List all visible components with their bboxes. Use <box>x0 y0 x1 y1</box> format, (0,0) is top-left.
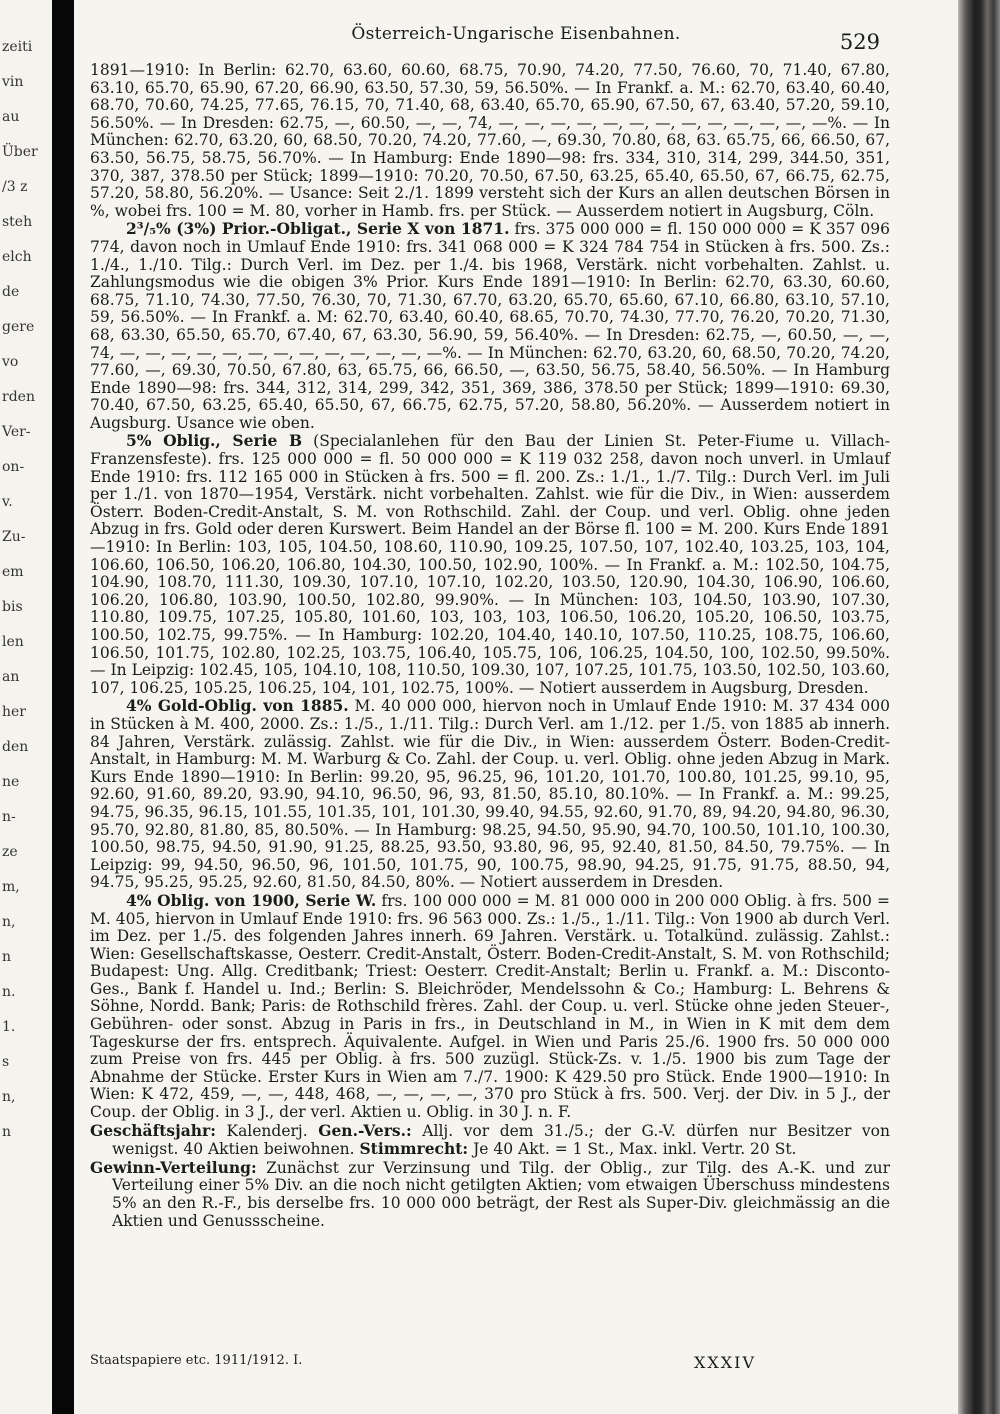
page-number: 529 <box>839 30 880 54</box>
geschaeftsjahr-value: Kalenderj. <box>226 1121 308 1140</box>
margin-fragment: len <box>2 634 24 650</box>
geschaeftsjahr-label: Geschäftsjahr: <box>90 1120 216 1140</box>
section-gold-oblig-1885 <box>90 697 890 892</box>
section-body: M. 40 000 000, hiervon noch in Umlauf Ende 1910: M. 37 434 000 in Stücken à M. 400, 2000. Zs.: 1./5., 1./11. Tilg.: Durch Verl. am 1./12. per 1./5. von 1885 ab innerh. 84 Jahren, Verstärk. zulässig. Zahlst. wie für die Div., in Wien: ausserdem Österr. Boden-Credit-Anstalt, in Hamburg: M. M. Warburg & Co. Zahl. der Coup. u. verl. Oblig. ohne jeden Abzug in Mark. Kurs Ende 1890—1910: In Berlin: 99.20, 95, 96.25, 96, 101.20, 101.70, 100.80, 101.25, 99.10, 95, 92.60, 91.60, 89.20, 93.90, 94.10, 96.50, 96, 93, 81.50, 85.10, 80.10%. — In Frankf. a. M.: 99.25, 94.75, 96.35, 96.15, 101.55, 101.35, 101, 101.30, 99.40, 94.55, 92.60, 91.70, 89, 94.20, 94.80, 96.30, 95.70, 92.80, 81.80, 85, 80.50%. — In Hamburg: 98.25, 94.50, 95.90, 94.70, 100.50, 101.10, 100.30, 100.50, 98.75, 94.50, 91.90, 91.25, 88.25, 93.50, 93.80, 96, 95, 92.40, 81.50, 84.50, 79.75%. — In Leipzig: 99, 94.50, 96.50, 96, 101.50, 101.75, 90, 100.75, 98.90, 94.25, 91.75, 91.75, 88.50, 94, 94.75, 95.25, 95.25, 92.60, 81.50, 84.50, 80%. — Notiert ausserdem in Dresden. <box>90 697 891 892</box>
section-heading: 5% Oblig., Serie B <box>126 431 303 451</box>
gen-vers-value: Allj. vor dem 31./5.; der G.-V. dürfen nur Besitzer von wenigst. 40 Aktien beiwohnen. <box>112 1121 891 1159</box>
footer-publication: Staatspapiere etc. 1911/1912. I. <box>90 1353 303 1368</box>
section-oblig-serie-b <box>90 432 890 697</box>
section-heading: 2³/₅% (3%) Prior.-Obligat., Serie X von 1871. <box>126 219 510 239</box>
adjacent-page-margin <box>0 0 52 1414</box>
section-body: frs. 100 000 000 = M. 81 000 000 in 200 000 Oblig. à frs. 500 = M. 405, hiervon in Umlauf Ende 1910: frs. 96 563 000. Zs.: 1./5., 1./11. Tilg.: Von 1900 ab durch Verl. im Dez. per 1./5. des folgenden Jahres innerh. 69 Jahren. Verstärk. u. Totalkünd. zulässig. Zahlst.: Wien: Gesellschaftskasse, Oesterr. Credit-Anstalt, Österr. Boden-Credit-Anstalt, S. M. von Rothschild; Budapest: Ung. Allg. Creditbank; Triest: Oesterr. Credit-Anstalt; Berlin u. Frankf. a. M.: Disconto-Ges., Bank f. Handel u. Ind.; Berlin: S. Bleichröder, Mendelssohn & Co.; Hamburg: L. Behrens & Söhne, Nordd. Bank; Paris: de Rothschild frères. Zahl. der Coup. u. verl. Stücke ohne jeden Steuer-, Gebühren- oder sonst. Abzug in Paris in frs., in Deutschland in M., in Wien in K mit dem dem Tageskurse der frs. entsprech. Äquivalente. Aufgel. in Wien und Paris 25./6. 1900 frs. 50 000 000 zum Preise von frs. 445 per Oblig. à frs. 500 zuzügl. Stück-Zs. v. 1./5. 1900 bis zum Tage der Abnahme der Stücke. Erster Kurs in Wien am 7./7. 1900: K 429.50 pro Stück. Ende 1900—1910: In Wien: K 472, 459, —, —, 448, 468, —, —, —, —, 370 pro Stück à frs. 500. Verj. der Div. in 5 J., der Coup. der Oblig. in 3 J., der verl. Aktien u. Oblig. in 30 J. n. F. <box>90 891 890 1122</box>
margin-fragment: v. <box>2 494 13 510</box>
document-page <box>74 0 958 1414</box>
page-body <box>90 62 890 1230</box>
margin-fragment: /3 z <box>2 179 28 195</box>
section-oblig-1900-serie-w <box>90 892 890 1122</box>
margin-fragment: bis <box>2 599 23 615</box>
margin-fragment: n, <box>2 1089 16 1105</box>
margin-fragment: n. <box>2 984 16 1000</box>
book-gutter <box>52 0 74 1414</box>
section-prior-oblig-serie-x <box>90 220 890 432</box>
stimmrecht-value: Je 40 Akt. = 1 St., Max. inkl. Vertr. 20 St. <box>473 1140 797 1159</box>
margin-fragment: m, <box>2 879 20 895</box>
book-edge-shadow <box>958 0 1000 1414</box>
margin-fragment: an <box>2 669 20 685</box>
margin-fragment: gere <box>2 319 35 335</box>
section-heading: 4% Oblig. von 1900, Serie W. <box>126 890 377 910</box>
gewinn-label: Gewinn-Verteilung: <box>90 1157 257 1177</box>
margin-fragment: vin <box>2 74 24 90</box>
margin-fragment: Über <box>2 144 38 160</box>
margin-fragment: vo <box>2 354 19 370</box>
section-body: frs. 375 000 000 = fl. 150 000 000 = K 357 096 774, davon noch in Umlauf Ende 1910: frs. 341 068 000 = K 324 784 754 in Stücken à frs. 500. Zs.: 1./4., 1./10. Tilg.: Durch Verl. im Dez. per 1./4. bis 1968, Verstärk. nicht vorbehalten. Zahlst. u. Zahlungsmodus wie die obigen 3% Prior. Kurs Ende 1891—1910: In Berlin: 62.70, 63.30, 60.60, 68.75, 71.10, 74.30, 77.50, 76.30, 70, 71.30, 67.70, 63.20, 65.70, 65.60, 67.10, 66.80, 63.10, 57.10, 59, 56.50%. — In Frankf. a. M: 62.70, 63.40, 60.40, 68.65, 70.70, 74.30, 77.70, 76.20, 70.20, 71.30, 68, 63.30, 65.50, 65.70, 67.40, 67, 63.30, 56.90, 59, 56.40%. — In Dresden: 62.75, —, 60.50, —, —, 74, —, —, —, —, —, —, —, —, —, —, —, —, —%. — In München: 62.70, 63.20, 60, 68.50, 70.20, 74.20, 77.60, —, 69.30, 70.50, 67.80, 63, 65.75, 66, 66.50, —, 63.50, 56.75, 58.40, 56.50%. — In Hamburg Ende 1890—98: frs. 344, 312, 314, 299, 342, 351, 369, 386, 378.50 per Stück; 1899—1910: 69.30, 70.40, 67.50, 63.25, 65.40, 65.50, 67, 66.75, 62.75, 57.20, 58.80, 56.20%. — Ausserdem notiert in Augsburg. Usance wie oben. <box>90 220 890 432</box>
margin-fragment: her <box>2 704 26 720</box>
margin-fragment: rden <box>2 389 35 405</box>
gewinn-value: Zunächst zur Verzinsung und Tilg. der Oblig., zur Tilg. des A.-K. und zur Verteilung einer 5% Div. an die noch nicht getilgten Aktien; vom etwaigen Überschuss mindestens 5% an den R.-F., bis derselbe frs. 10 000 000 beträgt, der Rest als Super-Div. gleichmässig an die Aktien und Genussscheine. <box>112 1158 890 1230</box>
margin-fragment: em <box>2 564 24 580</box>
margin-fragment: Ver- <box>2 424 31 440</box>
margin-fragment: elch <box>2 249 32 265</box>
margin-fragment: ne <box>2 774 20 790</box>
gewinn-verteilung-paragraph <box>90 1159 890 1230</box>
geschaeftsjahr-paragraph <box>90 1122 890 1159</box>
stimmrecht-label: Stimmrecht: <box>359 1139 469 1159</box>
section-body: (Specialanlehen für den Bau der Linien St. Peter-Fiume u. Villach-Franzensfeste). frs. 125 000 000 = fl. 50 000 000 = K 119 032 258, davon noch unverl. in Umlauf Ende 1910: frs. 112 165 000 in Stücken à frs. 500 = fl. 200. Zs.: 1./1., 1./7. Tilg.: Durch Verl. im Juli per 1./1. von 1870—1954, Verstärk. nicht vorbehalten. Zahlst. wie für die Div., in Wien: ausserdem Österr. Boden-Credit-Anstalt, S. M. von Rothschild. Zahl. der Coup. und verl. Oblig. ohne jeden Abzug in frs. Gold oder deren Kurswert. Beim Handel an der Börse fl. 100 = M. 200. Kurs Ende 1891—1910: In Berlin: 103, 105, 104.50, 108.60, 110.90, 109.25, 107.50, 107, 102.40, 103.25, 103, 104, 106.60, 106.50, 106.20, 106.80, 104.30, 100.50, 102.90, 100%. — In Frankf. a. M.: 102.50, 104.75, 104.90, 108.70, 111.30, 109.30, 107.10, 107.10, 102.20, 103.50, 120.90, 104.30, 106.90, 106.60, 106.20, 106.80, 103.90, 100.50, 102.80, 99.90%. — In München: 103, 104.50, 103.90, 107.30, 110.80, 109.75, 107.25, 105.80, 101.60, 103, 103, 103, 106.50, 106.20, 105.20, 106.50, 103.75, 100.50, 102.75, 99.75%. — In Hamburg: 102.20, 104.40, 140.10, 107.50, 110.25, 108.75, 106.60, 106.50, 101.75, 102.80, 102.25, 103.75, 106.40, 105.75, 106, 106.25, 104.50, 100, 102.50, 99.50%. — In Leipzig: 102.45, 105, 104.10, 108, 110.50, 109.30, 107, 107.25, 101.75, 103.50, 102.50, 103.60, 107, 106.25, 105.25, 106.25, 104, 101, 102.75, 100%. — Notiert ausserdem in Augsburg, Dresden. <box>90 432 890 697</box>
margin-fragment: n- <box>2 809 16 825</box>
gen-vers-label: Gen.-Vers.: <box>318 1120 412 1140</box>
intro-paragraph: 1891—1910: In Berlin: 62.70, 63.60, 60.60, 68.75, 70.90, 74.20, 77.50, 76.60, 70, 71.40, 67.80, 63.10, 65.70, 65.90, 67.20, 66.90, 63.50, 57.30, 59, 56.50%. — In Frankf. a. M.: 62.70, 63.40, 60.40, 68.70, 70.60, 74.25, 77.65, 76.15, 70, 71.40, 68, 63.40, 65.70, 65.90, 67.50, 67, 63.40, 57.20, 59.10, 56.50%. — In Dresden: 62.75, —, 60.50, —, —, 74, —, —, —, —, —, —, —, —, —, —, —, —, —%. — In München: 62.70, 63.20, 60, 68.50, 70.20, 74.20, 77.60, —, 69.30, 70.80, 68, 63. 65.75, 66, 66.50, 67, 63.50, 56.75, 58.75, 56.70%. — In Hamburg: Ende 1890—98: frs. 334, 310, 314, 299, 344.50, 351, 370, 387, 378.50 per Stück; 1899—1910: 70.20, 70.50, 67.50, 63.25, 65.40, 65.50, 67, 66.75, 62.75, 57.20, 58.80, 56.20%. — Usance: Seit 2./1. 1899 versteht sich der Kurs an allen deutschen Börsen in %, wobei frs. 100 = M. 80, vorher in Hamb. frs. per Stück. — Ausserdem notiert in Augsburg, Cöln. <box>90 61 890 220</box>
margin-fragment: de <box>2 284 20 300</box>
margin-fragment: ze <box>2 844 18 860</box>
section-heading: 4% Gold-Oblig. von 1885. <box>126 696 349 716</box>
margin-fragment: au <box>2 109 20 125</box>
margin-fragment: Zu- <box>2 529 26 545</box>
footer-signature-mark: XXXIV <box>694 1353 757 1372</box>
margin-fragment: steh <box>2 214 33 230</box>
margin-fragment: n, <box>2 914 16 930</box>
margin-fragment: n <box>2 949 12 965</box>
margin-fragment: zeiti <box>2 39 33 55</box>
running-header: Österreich-Ungarische Eisenbahnen. <box>351 24 681 44</box>
margin-fragment: s <box>2 1054 10 1070</box>
margin-fragment: 1. <box>2 1019 16 1035</box>
margin-fragment: on- <box>2 459 25 475</box>
margin-fragment: den <box>2 739 29 755</box>
margin-fragment: n <box>2 1124 12 1140</box>
